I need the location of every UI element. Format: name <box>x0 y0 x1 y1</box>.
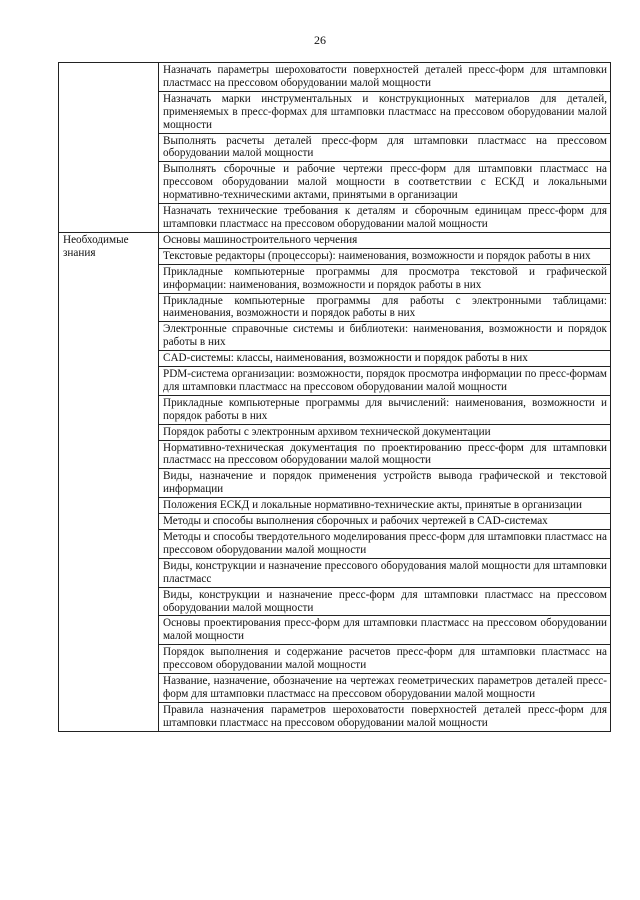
requirement-cell: Электронные справочные системы и библиотеки: наименования, возможности и порядок работы в них <box>159 322 611 351</box>
requirement-cell: Правила назначения параметров шероховатости поверхностей деталей пресс-форм для штамповки пластмасс на прессовом оборудовании малой мощности <box>159 702 611 731</box>
requirement-cell: Назначать параметры шероховатости поверхностей деталей пресс-форм для штамповки пластмасс на прессовом оборудовании малой мощности <box>159 63 611 92</box>
requirement-cell: Порядок работы с электронным архивом технической документации <box>159 424 611 440</box>
table-body <box>59 63 611 732</box>
table-row <box>59 63 611 92</box>
requirement-cell: Виды, назначение и порядок применения устройств вывода графической и текстовой информации <box>159 469 611 498</box>
section-label-cell: Необходимые знания <box>59 232 159 731</box>
requirement-cell: Выполнять сборочные и рабочие чертежи пресс-форм для штамповки пластмасс на прессовом оборудовании малой мощности в соответствии с ЕСКД и локальными нормативно-техническими актами, принятыми в организации <box>159 162 611 204</box>
table-row <box>59 232 611 248</box>
requirement-cell: Назначать технические требования к деталям и сборочным единицам пресс-форм для штамповки пластмасс на прессовом оборудовании малой мощности <box>159 204 611 233</box>
requirement-cell: Прикладные компьютерные программы для просмотра текстовой и графической информации: наименования, возможности и порядок работы в них <box>159 264 611 293</box>
requirement-cell: Название, назначение, обозначение на чертежах геометрических параметров деталей пресс-форм для штамповки пластмасс на прессовом оборудовании малой мощности <box>159 674 611 703</box>
requirement-cell: Методы и способы выполнения сборочных и рабочих чертежей в CAD-системах <box>159 514 611 530</box>
requirement-cell: Нормативно-техническая документация по проектированию пресс-форм для штамповки пластмасс на прессовом оборудовании малой мощности <box>159 440 611 469</box>
page-number: 26 <box>314 33 326 47</box>
requirement-cell: Положения ЕСКД и локальные нормативно-технические акты, принятые в организации <box>159 498 611 514</box>
requirement-cell: Прикладные компьютерные программы для работы с электронными таблицами: наименования, возможности и порядок работы в них <box>159 293 611 322</box>
requirement-cell: Основы проектирования пресс-форм для штамповки пластмасс на прессовом оборудовании малой мощности <box>159 616 611 645</box>
requirement-cell: CAD-системы: классы, наименования, возможности и порядок работы в них <box>159 351 611 367</box>
requirement-cell: Виды, конструкции и назначение прессового оборудования малой мощности для штамповки пластмасс <box>159 558 611 587</box>
requirement-cell: Выполнять расчеты деталей пресс-форм для штамповки пластмасс на прессовом оборудовании малой мощности <box>159 133 611 162</box>
section-label-cell <box>59 63 159 233</box>
requirement-cell: Методы и способы твердотельного моделирования пресс-форм для штамповки пластмасс на прессовом оборудовании малой мощности <box>159 530 611 559</box>
requirement-cell: Порядок выполнения и содержание расчетов пресс-форм для штамповки пластмасс на прессовом оборудовании малой мощности <box>159 645 611 674</box>
requirements-table <box>58 62 611 732</box>
requirement-cell: Виды, конструкции и назначение пресс-форм для штамповки пластмасс на прессовом оборудовании малой мощности <box>159 587 611 616</box>
requirement-cell: Назначать марки инструментальных и конструкционных материалов для деталей, применяемых в пресс-формах для штамповки пластмасс на прессовом оборудовании малой мощности <box>159 91 611 133</box>
requirement-cell: Основы машиностроительного черчения <box>159 232 611 248</box>
requirement-cell: Прикладные компьютерные программы для вычислений: наименования, возможности и порядок работы в них <box>159 395 611 424</box>
requirement-cell: PDM-система организации: возможности, порядок просмотра информации по пресс-формам для штамповки пластмасс на прессовом оборудовании малой мощности <box>159 367 611 396</box>
requirement-cell: Текстовые редакторы (процессоры): наименования, возможности и порядок работы в них <box>159 248 611 264</box>
